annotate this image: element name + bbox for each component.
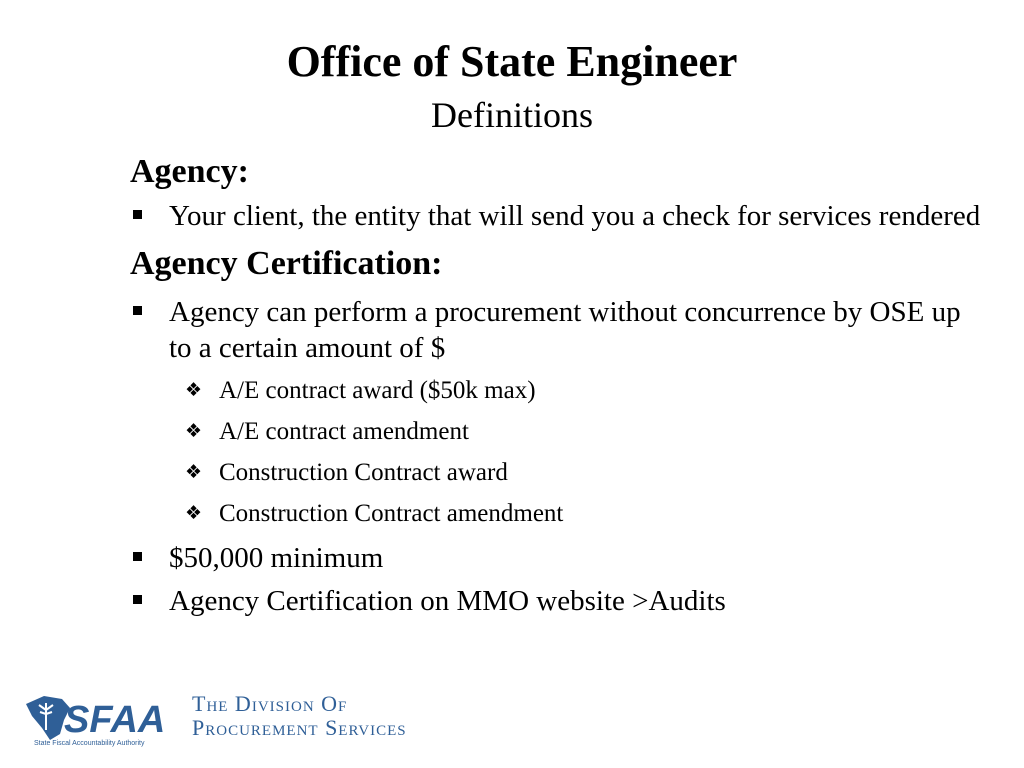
- square-bullet-icon: [133, 210, 142, 219]
- division-name: [192, 692, 407, 740]
- page-subtitle: Definitions: [431, 95, 593, 135]
- bullet-text: $50,000 minimum: [169, 542, 384, 574]
- slide-content: [130, 152, 990, 619]
- diamond-bullet-icon: ❖: [185, 379, 203, 401]
- sfaa-logo: [24, 690, 174, 748]
- diamond-bullet-icon: ❖: [185, 502, 203, 524]
- list-item: [130, 294, 990, 366]
- sub-list-item: [185, 370, 990, 411]
- list-item: [130, 540, 990, 576]
- footer: [24, 690, 484, 750]
- logo-text: SFAA: [64, 699, 166, 741]
- section-heading-agency: Agency:: [130, 153, 249, 190]
- sub-bullet-text: A/E contract amendment: [219, 418, 469, 445]
- square-bullet-icon: [133, 306, 142, 315]
- division-line-1: The Division Of: [192, 691, 348, 716]
- division-line-2: Procurement Services: [192, 715, 407, 740]
- square-bullet-icon: [133, 552, 142, 561]
- sub-bullet-text: A/E contract award ($50k max): [219, 377, 536, 404]
- sub-bullet-text: Construction Contract amendment: [219, 500, 564, 527]
- sub-list-item: [185, 452, 990, 493]
- page-title: Office of State Engineer: [286, 37, 738, 86]
- sub-bullet-text: Construction Contract award: [219, 459, 508, 486]
- logo-caption: State Fiscal Accountability Authority: [34, 740, 145, 747]
- diamond-bullet-icon: ❖: [185, 461, 203, 483]
- section-heading-agency-certification: Agency Certification:: [130, 245, 443, 282]
- bullet-text: Agency can perform a procurement without concurrence by OSE up to a certain amount of $: [169, 296, 961, 364]
- list-item: [130, 198, 990, 234]
- sub-list-item: [185, 411, 990, 452]
- bullet-text: Your client, the entity that will send you a check for services rendered: [169, 200, 981, 232]
- square-bullet-icon: [133, 595, 142, 604]
- sub-bullet-list: [185, 370, 990, 534]
- diamond-bullet-icon: ❖: [185, 420, 203, 442]
- list-item: [130, 583, 990, 619]
- sub-list-item: [185, 493, 990, 534]
- bullet-text: Agency Certification on MMO website >Audits: [169, 585, 726, 617]
